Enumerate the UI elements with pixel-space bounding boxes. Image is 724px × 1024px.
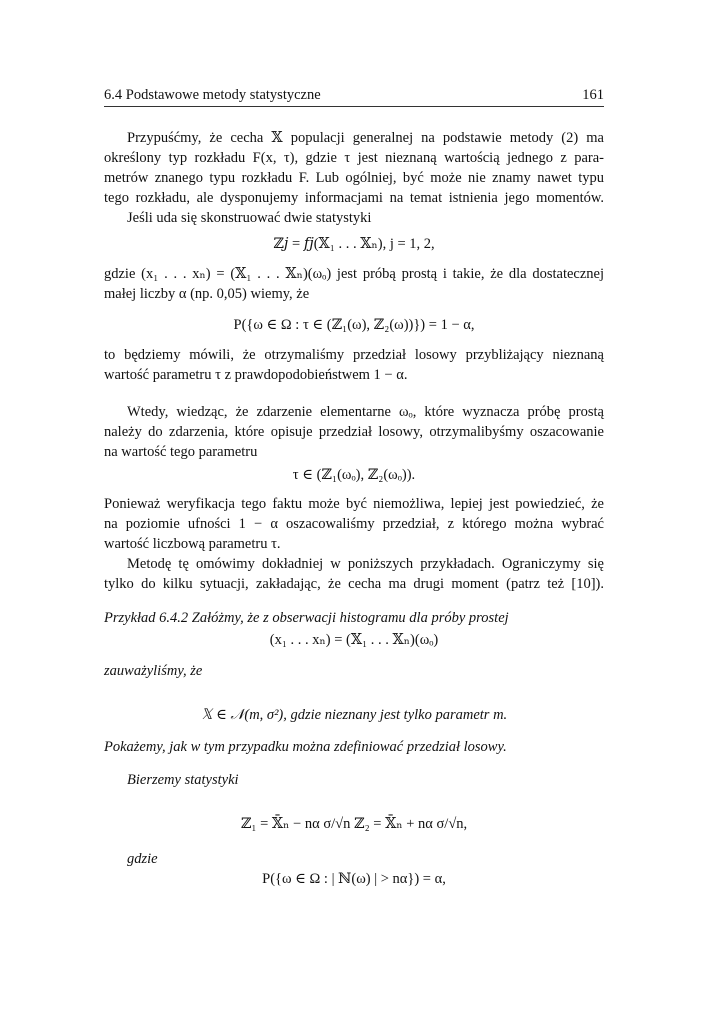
text-line: tego rozkładu, ale dysponujemy informacjami na temat istnienia jego momentów. — [104, 190, 604, 206]
text-line: Bierzemy statystyki — [127, 772, 239, 788]
text-line: Przypuśćmy, że cecha 𝕏 populacji generalnej na podstawie metody (2) ma — [127, 130, 604, 146]
text-line: małej liczby α (np. 0,05) wiemy, że — [104, 286, 310, 302]
text-line: Ponieważ weryfikacja tego faktu może być niemożliwa, lepiej jest powiedzieć, że — [104, 496, 604, 512]
text-line: na wartość tego parametru — [104, 444, 258, 460]
text-line: Jeśli uda się skonstruować dwie statystyki — [127, 210, 372, 226]
text-line: należy do zdarzenia, które opisuje przedział losowy, otrzymalibyśmy oszacowanie — [104, 424, 604, 440]
display-formula: 𝕏 ∈ 𝒩(m, σ²), gdzie nieznany jest tylko parametr m. — [200, 707, 508, 723]
text-line: gdzie (x₁ . . . xₙ) = (𝕏₁ . . . 𝕏ₙ)(ωₒ) jest próbą prostą i takie, że dla dostatecznej — [104, 266, 604, 282]
display-formula: P({ω ∈ Ω : | ℕ(ω) | > nα}) = α, — [262, 871, 446, 887]
text-line: metrów znanego typu rozkładu F. Lub ogólniej, być może nie znamy nawet typu — [104, 170, 604, 186]
text-line: to będziemy mówili, że otrzymaliśmy przedział losowy przybliżający nieznaną — [104, 347, 604, 363]
text-line: zauważyliśmy, że — [104, 663, 203, 679]
section-title: 6.4 Podstawowe metody statystyczne — [104, 87, 321, 103]
text-line: wartość parametru τ z prawdopodobieństwem 1 − α. — [104, 367, 408, 383]
display-formula: ℤ𝑗 = 𝑓𝑗(𝕏₁ . . . 𝕏ₙ), j = 1, 2, — [273, 236, 435, 252]
text-line: Wtedy, wiedząc, że zdarzenie elementarne ωₒ, które wyznacza próbę prostą — [127, 404, 604, 420]
display-formula: ℤ₁ = 𝕏̄ₙ − nα σ/√n ℤ₂ = 𝕏̄ₙ + nα σ/√n, — [240, 816, 468, 832]
text-line: Metodę tę omówimy dokładniej w poniższych przykładach. Ograniczymy się — [127, 556, 604, 572]
text-line: gdzie — [127, 851, 158, 867]
page-number: 161 — [582, 87, 604, 103]
text-line: Pokażemy, jak w tym przypadku można zdefiniować przedział losowy. — [104, 739, 507, 755]
text-line: na poziomie ufności 1 − α oszacowaliśmy przedział, z którego można wybrać — [104, 516, 604, 532]
text-line: tylko do kilku sytuacji, zakładając, że cecha ma drugi moment (patrz też [10]). — [104, 576, 604, 592]
example-heading: Przykład 6.4.2 Załóżmy, że z obserwacji histogramu dla próby prostej — [104, 610, 509, 626]
text-line: określony typ rozkładu F(x, τ), gdzie τ jest nieznaną wartością jednego z para- — [104, 150, 604, 166]
display-formula: P({ω ∈ Ω : τ ∈ (ℤ₁(ω), ℤ₂(ω))}) = 1 − α, — [233, 317, 475, 333]
header-rule — [104, 106, 604, 107]
display-formula: τ ∈ (ℤ₁(ωₒ), ℤ₂(ωₒ)). — [292, 467, 416, 483]
text-line: wartość liczbową parametru τ. — [104, 536, 281, 552]
display-formula: (x₁ . . . xₙ) = (𝕏₁ . . . 𝕏ₙ)(ωₒ) — [269, 632, 439, 648]
